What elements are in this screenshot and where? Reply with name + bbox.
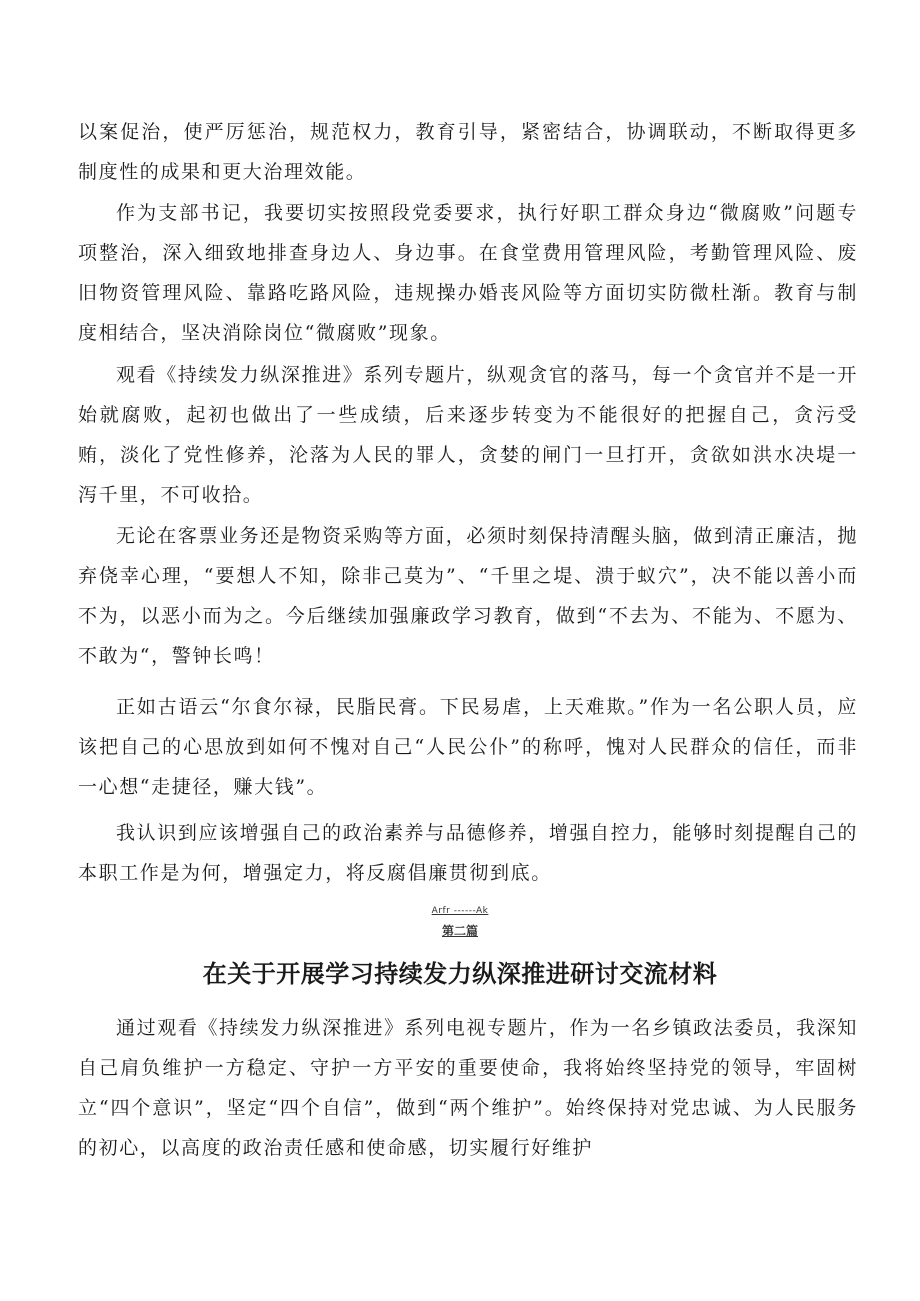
paragraph-ancient-saying: 正如古语云“尔食尔禄，民脂民膏。下民易虐，上天难欺。”作为一名公职人员，应该把自己的心思放到如何不愧对自己“人民公仆”的称呼，愧对人民群众的信任，而非一心想“走捷径，赚大钱”。 — [78, 696, 858, 798]
paragraph-self-discipline: 我认识到应该增强自己的政治素养与品德修养，增强自控力，能够时刻提醒自己的本职工作是为何，增强定力，将反腐倡廉贯彻到底。 — [78, 822, 858, 884]
separator-mark: Arfr ------Ak — [431, 906, 489, 916]
paragraph-branch-secretary: 作为支部书记，我要切实按照段党委要求，执行好职工群众身边“微腐败”问题专项整治，深入细致地排查身边人、身边事。在食堂费用管理风险，考勤管理风险、废旧物资管理风险、靠路吃路风险，违规操办婚丧风险等方面切实防微杜渐。教育与制度相结合，坚决消除岗位“微腐败”现象。 — [78, 202, 858, 344]
paragraph-documentary-reflection: 观看《持续发力纵深推进》系列专题片，纵观贪官的落马，每一个贪官并不是一开始就腐败，起初也做出了一些成绩，后来逐步转变为不能很好的把握自己，贪污受贿，淡化了党性修养，沦落为人民的罪人，贪婪的闸门一旦打开，贪欲如洪水决堤一泻千里，不可收拾。 — [78, 364, 858, 506]
section-label: 第二篇 — [441, 924, 478, 938]
paragraph-township-commissioner: 通过观看《持续发力纵深推进》系列电视专题片，作为一名乡镇政法委员，我深知自己肩负维护一方稳定、守护一方平安的重要使命，我将始终坚持党的领导，牢固树立“四个意识”，坚定“四个自信”，做到“两个维护”。始终保持对党忠诚、为人民服务的初心，以高度的政治责任感和使命感，切实履行好维护 — [78, 1017, 858, 1159]
paragraph-stay-clear-minded: 无论在客票业务还是物资采购等方面，必须时刻保持清醒头脑，做到清正廉洁，抛弃侥幸心理，“要想人不知，除非己莫为”、“千里之堤、溃于蚁穴”，决不能以善小而不为，以恶小而为之。今后继续加强廉政学习教育，做到“不去为、不能为、不愿为、不敢为“，警钟长鸣！ — [78, 525, 858, 667]
paragraph-continuation: 以案促治，使严厉惩治，规范权力，教育引导，紧密结合，协调联动，不断取得更多制度性的成果和更大治理效能。 — [78, 121, 858, 183]
section-title: 在关于开展学习持续发力纵深推进研讨交流材料 — [202, 960, 718, 988]
